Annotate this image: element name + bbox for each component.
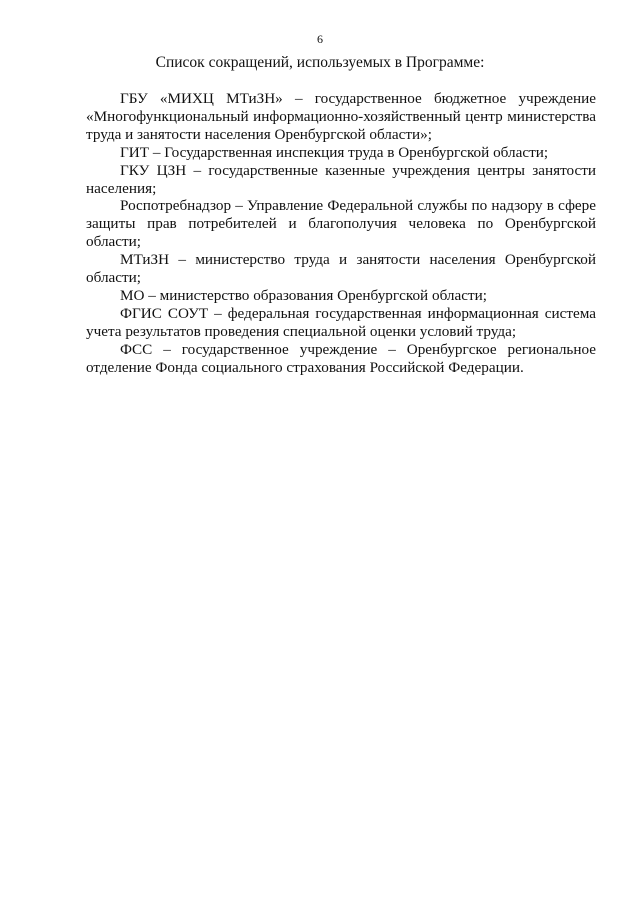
abbreviation-entry-mtizn: МТиЗН – министерство труда и занятости населения Оренбургской области; — [86, 251, 596, 287]
abbreviation-entry-gbu-mihc: ГБУ «МИХЦ МТиЗН» – государственное бюджетное учреждение «Многофункциональный информационно-хозяйственный центр министерства труда и занятости населения Оренбургской области»; — [86, 90, 596, 143]
abbreviation-entry-git: ГИТ – Государственная инспекция труда в Оренбургской области; — [120, 143, 549, 161]
page-title: Список сокращений, используемых в Программе: — [155, 54, 485, 71]
abbreviation-entry-gku-czn: ГКУ ЦЗН – государственные казенные учреждения центры занятости населения; — [86, 161, 596, 197]
abbreviation-entry-fgis-sout: ФГИС СОУТ – федеральная государственная информационная система учета результатов проведения специальной оценки условий труда; — [86, 304, 596, 340]
page-number: 6 — [317, 32, 323, 46]
abbreviation-entry-mo: МО – министерство образования Оренбургской области; — [120, 286, 487, 304]
abbreviation-entry-fss: ФСС – государственное учреждение – Оренбургское региональное отделение Фонда социального страхования Российской Федерации. — [86, 340, 596, 376]
abbreviation-list — [86, 90, 596, 377]
abbreviation-entry-rospotrebnadzor: Роспотребнадзор – Управление Федеральной службы по надзору в сфере защиты прав потребителей и благополучия человека по Оренбургской области; — [86, 197, 596, 251]
